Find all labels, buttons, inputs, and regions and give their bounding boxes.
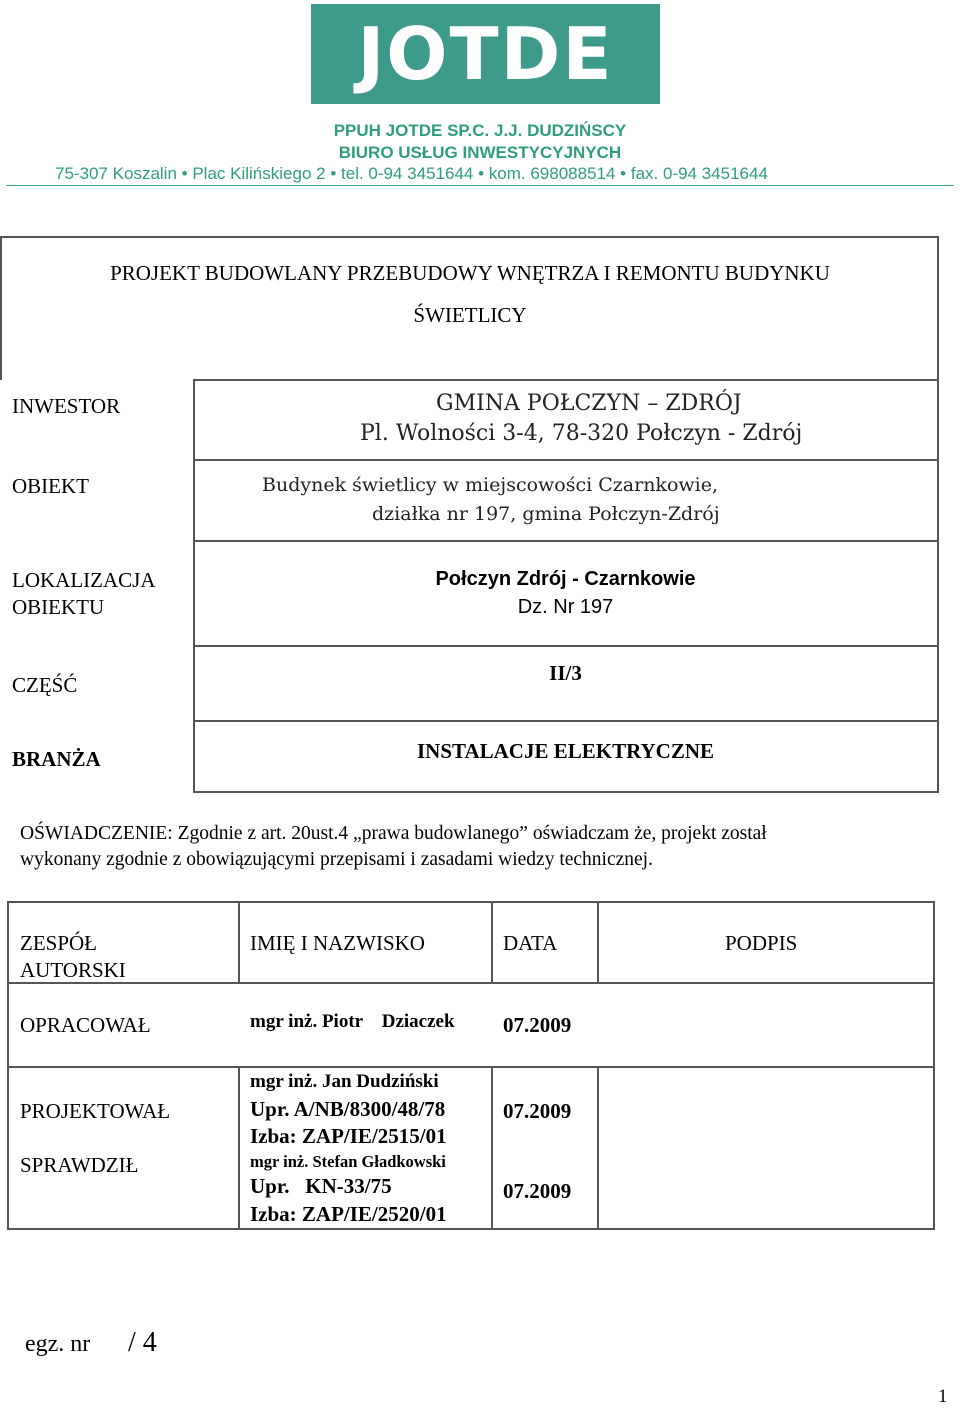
prepared-by-label: OPRACOWAŁ bbox=[20, 1013, 151, 1037]
prepared-by-date: 07.2009 bbox=[503, 1013, 572, 1037]
page-number: 1 bbox=[938, 1386, 948, 1407]
discipline-value: INSTALACJE ELEKTRYCZNE bbox=[416, 739, 715, 763]
part-value: II/3 bbox=[549, 661, 582, 685]
project-title-line2: ŚWIETLICY bbox=[413, 303, 527, 327]
designed-by-license: Upr. A/NB/8300/48/78 bbox=[250, 1097, 446, 1121]
bullet-icon: • bbox=[330, 164, 337, 183]
location-value: Połczyn Zdrój - Czarnkowie bbox=[435, 568, 696, 590]
investor-label: INWESTOR bbox=[12, 394, 121, 418]
statement-line2: wykonany zgodnie z obowiązującymi przepisami i zasadami wiedzy technicznej. bbox=[20, 849, 653, 870]
investor-name: GMINA POŁCZYN – ZDRÓJ bbox=[436, 391, 742, 416]
name-header: IMIĘ I NAZWISKO bbox=[250, 931, 425, 955]
designed-by-date: 07.2009 bbox=[503, 1099, 572, 1123]
date-header: DATA bbox=[503, 931, 558, 955]
logo-text: JOTDE bbox=[357, 12, 614, 96]
bullet-icon: • bbox=[181, 164, 188, 183]
team-header-line2: AUTORSKI bbox=[20, 958, 126, 982]
designed-by-name: mgr inż. Jan Dudziński bbox=[250, 1071, 439, 1092]
checked-by-license: Upr. KN-33/75 bbox=[250, 1174, 392, 1198]
location-plot: Dz. Nr 197 bbox=[517, 596, 614, 618]
address-phone: tel. 0-94 3451644 bbox=[341, 164, 474, 183]
checked-by-name: mgr inż. Stefan Gładkowski bbox=[250, 1152, 446, 1171]
team-header: ZESPÓŁ bbox=[20, 931, 98, 955]
location-label: LOKALIZACJA bbox=[12, 568, 156, 592]
designed-by-label: PROJEKTOWAŁ bbox=[20, 1099, 171, 1123]
designed-by-chamber: Izba: ZAP/IE/2515/01 bbox=[250, 1124, 447, 1148]
project-title: PROJEKT BUDOWLANY PRZEBUDOWY WNĘTRZA I REMONTU BUDYNKU bbox=[110, 261, 830, 285]
address-fax: fax. 0-94 3451644 bbox=[630, 164, 768, 183]
signature-header: PODPIS bbox=[725, 931, 798, 955]
part-label: CZĘŚĆ bbox=[12, 673, 78, 697]
object-label: OBIEKT bbox=[12, 474, 89, 498]
object-plot: działka nr 197, gmina Połczyn-Zdrój bbox=[372, 503, 720, 525]
checked-by-date: 07.2009 bbox=[503, 1179, 572, 1203]
bullet-icon: • bbox=[620, 164, 627, 183]
checked-by-chamber: Izba: ZAP/IE/2520/01 bbox=[250, 1202, 447, 1226]
location-label-line2: OBIEKTU bbox=[12, 595, 105, 619]
object-description: Budynek świetlicy w miejscowości Czarnkowie, bbox=[262, 474, 719, 496]
discipline-label: BRANŻA bbox=[12, 747, 101, 771]
address-mobile: kom. 698088514 bbox=[488, 164, 616, 183]
copy-total: / 4 bbox=[128, 1327, 157, 1358]
address-city: 75-307 Koszalin bbox=[55, 164, 177, 183]
statement-line1: OŚWIADCZENIE: Zgodnie z art. 20ust.4 „prawa budowlanego” oświadczam że, projekt został bbox=[20, 823, 767, 844]
company-subtitle: BIURO USŁUG INWESTYCYJNYCH bbox=[338, 143, 622, 162]
address-street: Plac Kilińskiego 2 bbox=[192, 164, 326, 183]
company-name: PPUH JOTDE SP.C. J.J. DUDZIŃSCY bbox=[333, 121, 627, 140]
copy-number-label: egz. nr bbox=[25, 1331, 91, 1357]
prepared-by-name: mgr inż. Piotr Dziaczek bbox=[250, 1011, 455, 1032]
investor-address: Pl. Wolności 3-4, 78-320 Połczyn - Zdrój bbox=[360, 421, 803, 446]
bullet-icon: • bbox=[478, 164, 485, 183]
checked-by-label: SPRAWDZIŁ bbox=[20, 1153, 139, 1177]
